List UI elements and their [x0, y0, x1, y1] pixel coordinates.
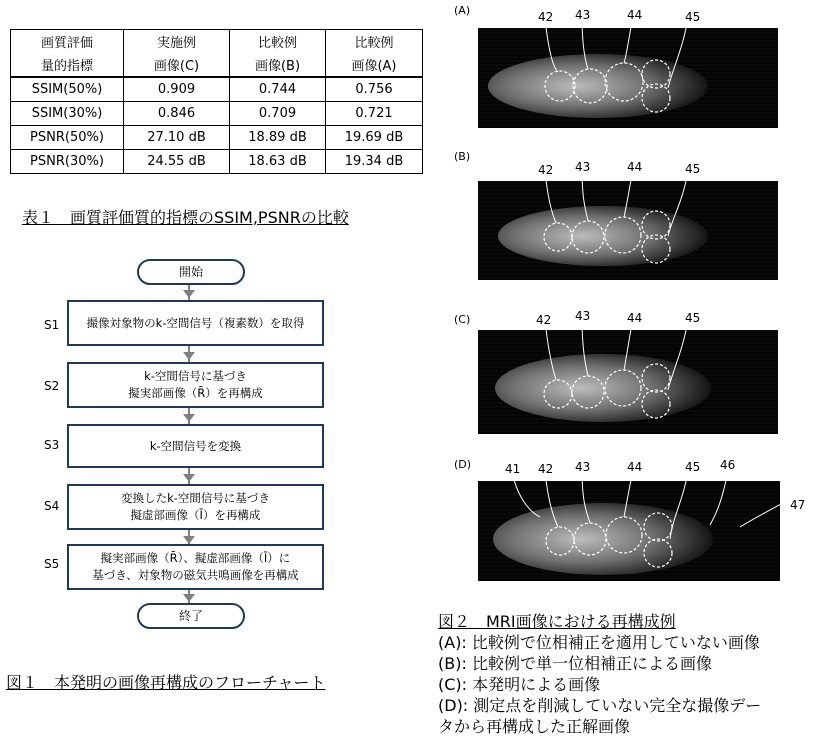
- figure2-caption-line: タから再構成した正解画像: [438, 717, 631, 736]
- mri-image-b: [478, 181, 778, 280]
- ref-number: 46: [720, 458, 736, 472]
- table1-caption: 表１ 画質評価質的指標のSSIM,PSNRの比較: [22, 208, 349, 227]
- step-label: S5: [44, 557, 60, 571]
- table-cell: SSIM(30%): [11, 102, 124, 126]
- table-cell: 19.34 dB: [326, 150, 423, 174]
- table-row: [11, 77, 423, 102]
- table-header-cell: 画像(B): [230, 53, 326, 77]
- step-label: S3: [44, 438, 60, 452]
- table-header-cell: 画質評価: [11, 30, 124, 54]
- figure2-caption: [438, 611, 761, 737]
- flow-arrow: [183, 414, 195, 422]
- table-cell: SSIM(50%): [11, 77, 124, 102]
- table-header-cell: 実施例: [124, 30, 230, 54]
- table-cell: 0.709: [230, 102, 326, 126]
- step-text: 擬実部画像（R̄）、擬虚部画像（Ī）に: [100, 551, 291, 565]
- flow-arrow: [183, 290, 195, 298]
- flow-step-s1: [67, 300, 324, 346]
- panel-label: (C): [454, 313, 471, 326]
- figure2-caption-line: (C): 本発明による画像: [438, 675, 601, 694]
- flow-start: 開始: [137, 259, 245, 285]
- step-text: k-空間信号に基づき: [144, 369, 247, 383]
- table-cell: 0.756: [326, 77, 423, 102]
- table-cell: 18.89 dB: [230, 126, 326, 150]
- table-header-cell: 画像(A): [326, 53, 423, 77]
- ref-number: 42: [538, 163, 554, 177]
- table-cell: 24.55 dB: [124, 150, 230, 174]
- flow-arrow: [183, 474, 195, 482]
- ref-number: 44: [627, 311, 643, 325]
- flow-arrow: [183, 594, 195, 602]
- step-label: S4: [44, 499, 60, 513]
- table-cell: 0.721: [326, 102, 423, 126]
- flow-arrow: [183, 352, 195, 360]
- figure2-caption-line: (A): 比較例で位相補正を適用していない画像: [438, 633, 760, 652]
- figure1-caption: 図１ 本発明の画像再構成のフローチャート: [6, 673, 326, 692]
- step-text: 変換したk-空間信号に基づき: [121, 491, 270, 505]
- table-header-cell: 比較例: [230, 30, 326, 54]
- ref-number: 44: [627, 8, 643, 22]
- ref-number: 45: [685, 460, 701, 474]
- table-row: [11, 102, 423, 126]
- table-cell: 0.909: [124, 77, 230, 102]
- flow-arrow: [183, 536, 195, 544]
- step-text: 撮像対象物のk-空間信号（複素数）を取得: [86, 315, 305, 330]
- step-label: S1: [44, 318, 60, 332]
- step-text: 基づき、対象物の磁気共鳴画像を再構成: [92, 568, 299, 582]
- table-header-cell: 比較例: [326, 30, 423, 54]
- flow-step-s5: [67, 544, 324, 590]
- mri-image-a: [478, 28, 778, 128]
- ref-number: 42: [538, 462, 554, 476]
- table-cell: 18.63 dB: [230, 150, 326, 174]
- table-header-row: [11, 53, 423, 77]
- table-header-cell: 量的指標: [11, 53, 124, 77]
- table-cell: PSNR(50%): [11, 126, 124, 150]
- ref-number: 43: [575, 160, 591, 174]
- figure2-caption-title: 図２ MRI画像における再構成例: [438, 612, 676, 631]
- ref-number: 43: [575, 309, 591, 323]
- table-row: [11, 150, 423, 174]
- table-cell: 0.744: [230, 77, 326, 102]
- flow-end: 終了: [137, 603, 245, 629]
- figure2-caption-line: (B): 比較例で単一位相補正による画像: [438, 654, 712, 673]
- ref-number: 43: [575, 8, 591, 22]
- table-header-row: [11, 30, 423, 54]
- step-text: 擬実部画像（R̄）を再構成: [128, 386, 263, 400]
- table-row: [11, 126, 423, 150]
- ref-number: 44: [627, 460, 643, 474]
- ref-number: 41: [505, 462, 521, 476]
- mri-image-d: [478, 481, 780, 581]
- ref-number: 44: [627, 160, 643, 174]
- table-header-cell: 画像(C): [124, 53, 230, 77]
- table-cell: 27.10 dB: [124, 126, 230, 150]
- step-label: S2: [44, 379, 60, 393]
- table-cell: 0.846: [124, 102, 230, 126]
- flow-step-s4: [67, 484, 324, 530]
- ref-number: 47: [790, 498, 806, 512]
- flow-step-s3: [67, 424, 324, 468]
- flow-step-s2: [67, 362, 324, 408]
- mri-image-c: [478, 330, 778, 434]
- step-text: k-空間信号を変換: [149, 438, 242, 453]
- panel-label: (A): [454, 4, 471, 17]
- panel-label: (B): [454, 150, 471, 163]
- panel-label: (D): [454, 458, 472, 471]
- ref-number: 43: [575, 460, 591, 474]
- quality-metrics-table: [10, 29, 423, 174]
- figure2-caption-line: (D): 測定点を削減していない完全な撮像デー: [438, 696, 762, 715]
- ref-number: 45: [685, 162, 701, 176]
- step-text: 擬虚部画像（Ī）を再構成: [130, 508, 261, 522]
- table-cell: 19.69 dB: [326, 126, 423, 150]
- ref-number: 42: [538, 10, 554, 24]
- ref-number: 42: [536, 313, 552, 327]
- table-cell: PSNR(30%): [11, 150, 124, 174]
- ref-number: 45: [685, 10, 701, 24]
- ref-number: 45: [685, 311, 701, 325]
